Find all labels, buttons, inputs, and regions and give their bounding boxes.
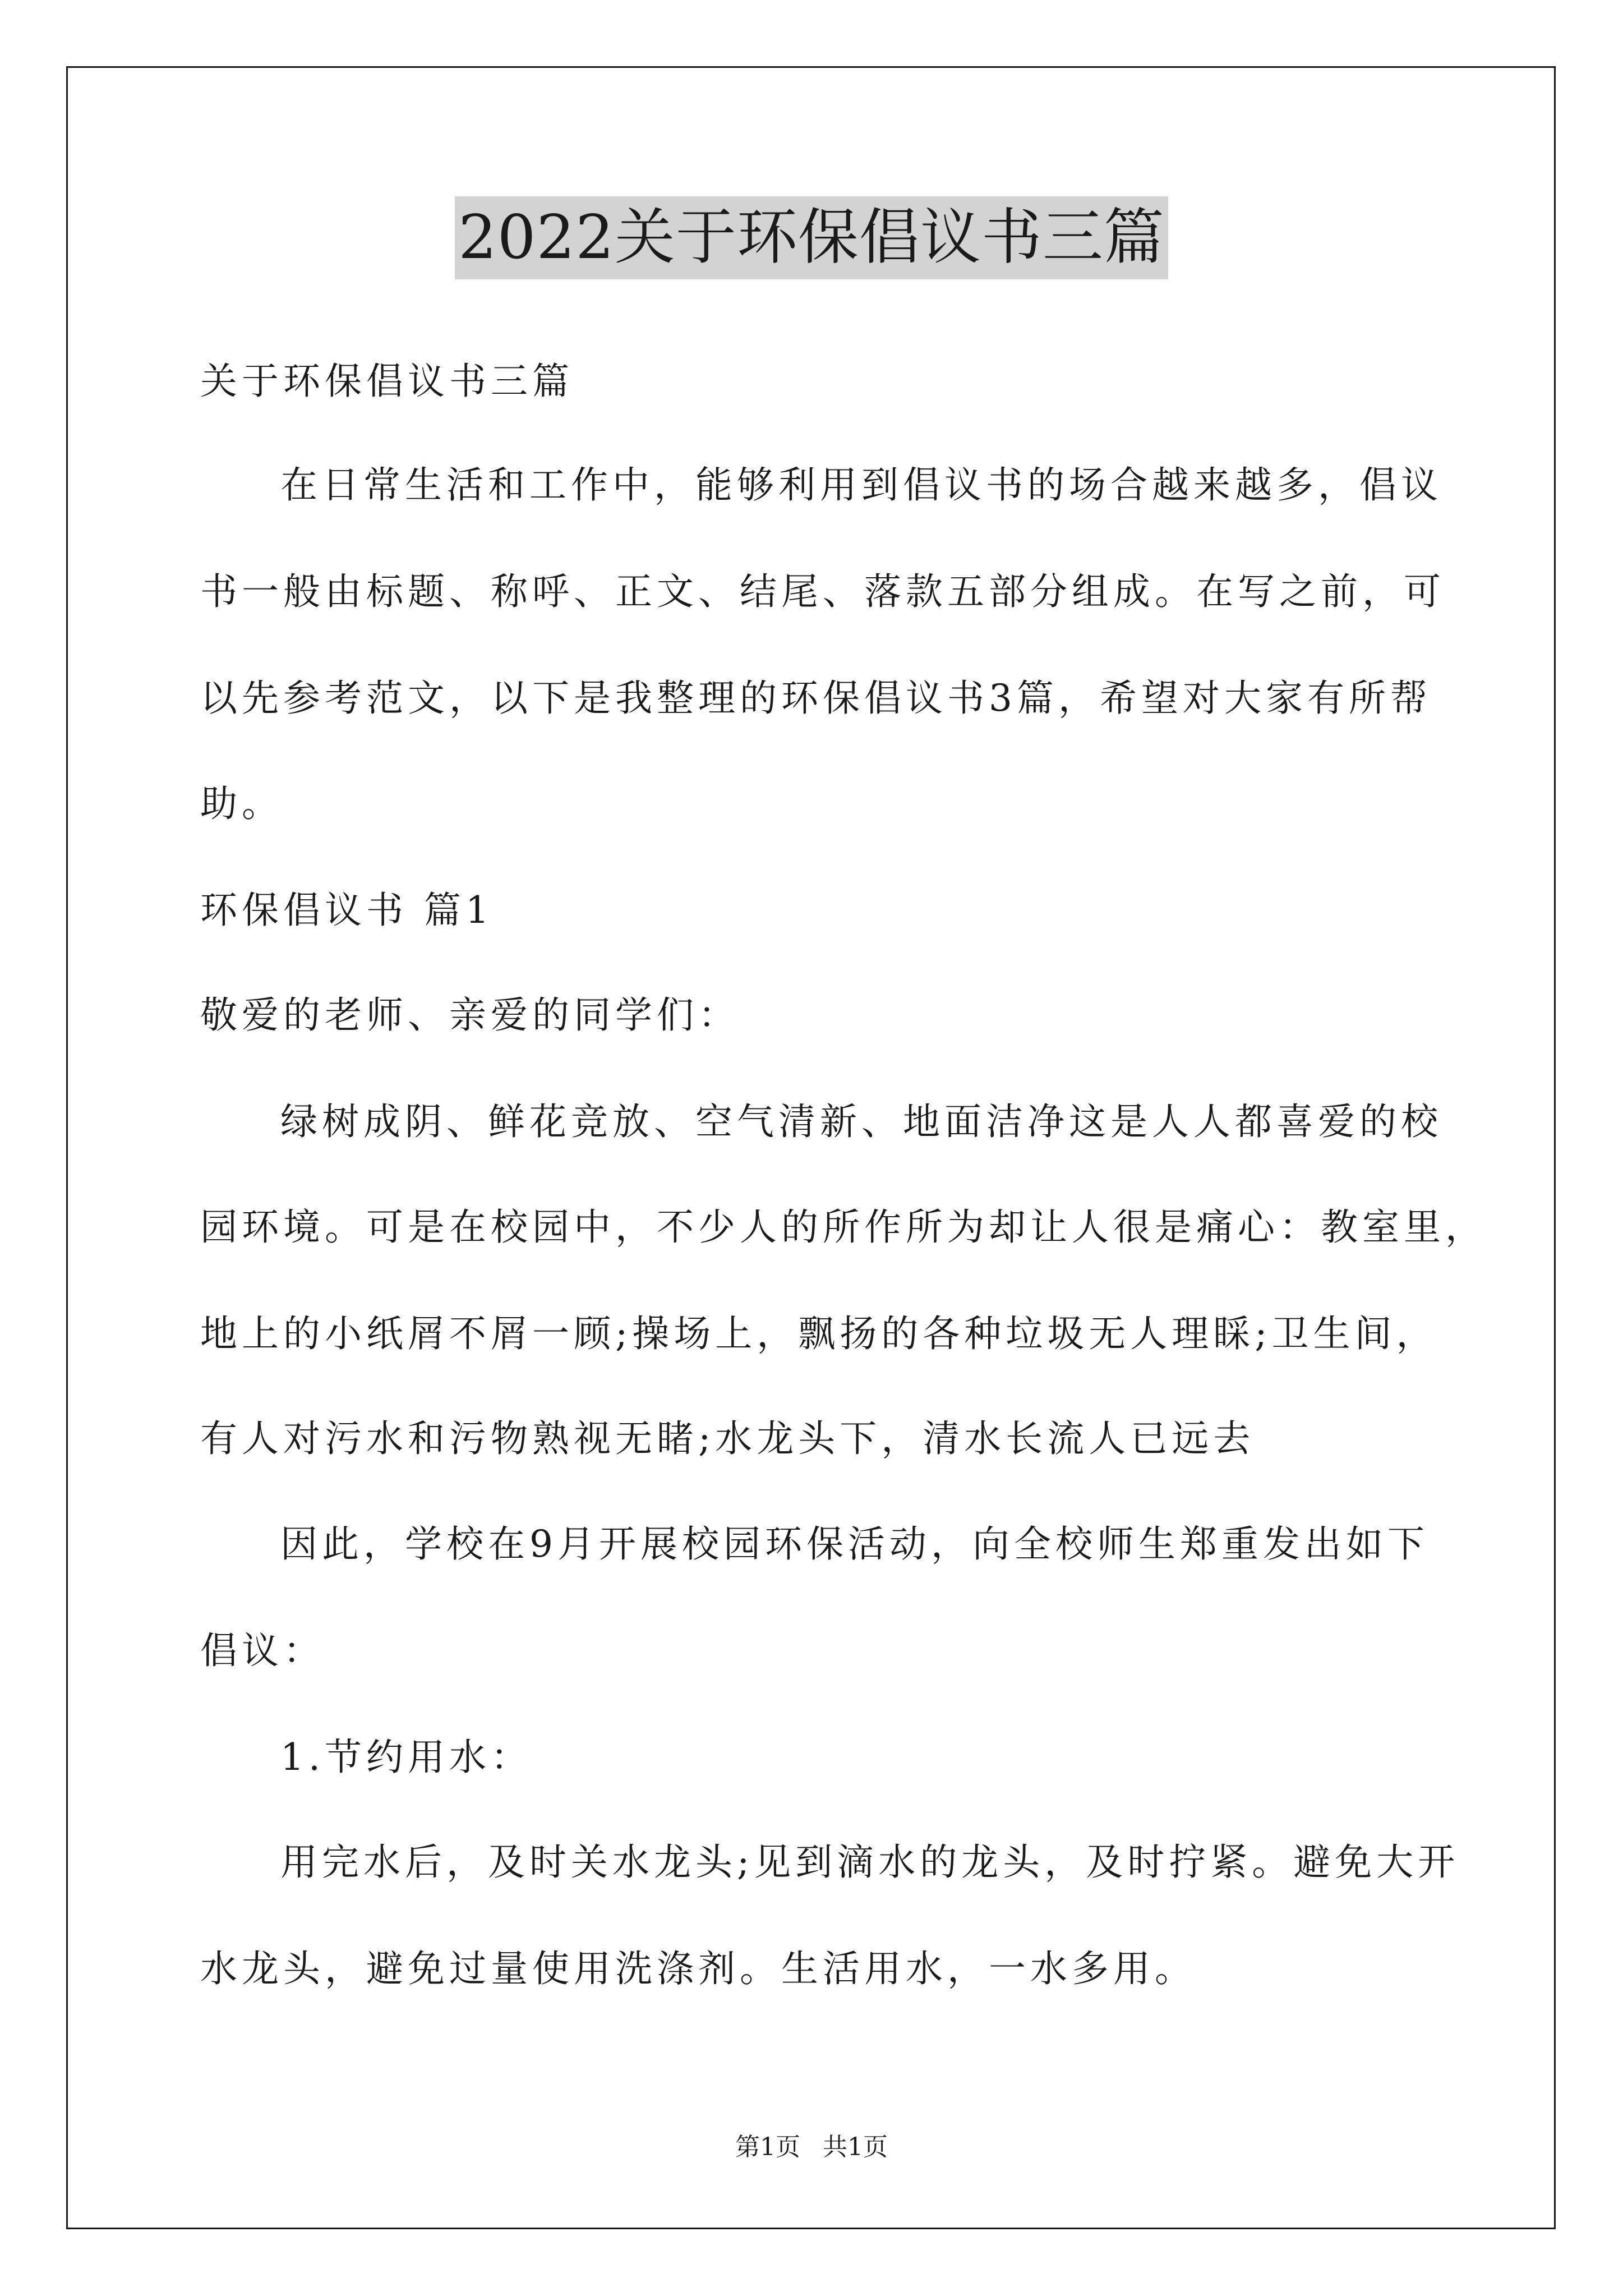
paragraph-line: 水龙头，避免过量使用洗涤剂。生活用水，一水多用。 (200, 1947, 1196, 1990)
title-container (0, 196, 1623, 279)
paragraph-line: 以先参考范文，以下是我整理的环保倡议书3篇，希望对大家有所帮 (200, 677, 1432, 720)
paragraph-line: 在日常生活和工作中，能够利用到倡议书的场合越来越多，倡议 (280, 463, 1442, 507)
page-number: 第1页 (735, 2133, 800, 2161)
page-footer (0, 2132, 1623, 2163)
paragraph-line: 助。 (200, 782, 283, 825)
paragraph-line: 有人对污水和污物熟视无睹;水龙头下，清水长流人已远去 (200, 1417, 1255, 1460)
section-heading: 环保倡议书 篇1 (200, 889, 494, 932)
paragraph-line: 书一般由标题、称呼、正文、结尾、落款五部分组成。在写之前，可 (200, 570, 1445, 613)
paragraph-line: 绿树成阴、鲜花竞放、空气清新、地面洁净这是人人都喜爱的校 (280, 1100, 1442, 1143)
list-item-heading: 1.节约用水： (280, 1736, 532, 1779)
salutation: 敬爱的老师、亲爱的同学们： (200, 993, 740, 1037)
page-total: 共1页 (823, 2133, 888, 2161)
paragraph-line: 因此，学校在9月开展校园环保活动，向全校师生郑重发出如下 (280, 1522, 1429, 1566)
paragraph-line: 倡议： (200, 1629, 325, 1672)
paragraph-line: 地上的小纸屑不屑一顾;操场上，飘扬的各种垃圾无人理睬;卫生间， (200, 1312, 1438, 1355)
paragraph-line: 园环境。可是在校园中，不少人的所作所为却让人很是痛心：教室里， (200, 1205, 1487, 1249)
document-title: 2022关于环保倡议书三篇 (455, 196, 1168, 279)
subtitle-line: 关于环保倡议书三篇 (200, 360, 574, 403)
paragraph-line: 用完水后，及时关水龙头;见到滴水的龙头，及时拧紧。避免大开 (280, 1841, 1460, 1884)
